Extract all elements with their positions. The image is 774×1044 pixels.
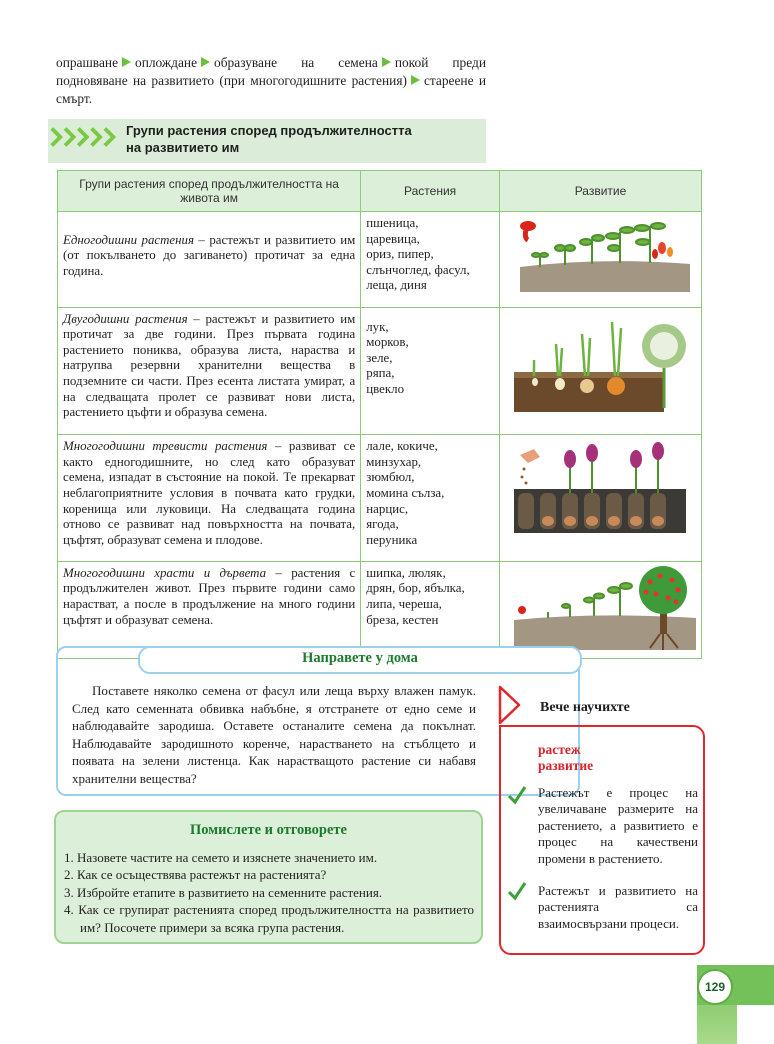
group-description: Двугодишни растения – растежът и развитието им протичат за две години. През първата година растението пониква, образува листа, нараства и натрупва резервни хранителни вещества в подземните си части. През есента листата умират, а на следващата пролет се развиват нови листа, растението цъфти и образува семена. [58,307,361,435]
column-header: Растения [361,171,500,212]
stage-text: образуване на семена [214,55,378,70]
biennial-plant-illustration [499,307,701,435]
home-title-bar [138,646,582,674]
arrow-right-icon [201,57,210,67]
keyword: развитие [538,758,594,773]
table-row [58,212,702,308]
table-row [58,435,702,562]
plant-examples: пшеница, царевица, ориз, пипер, слънчоглед, фасул, леща, диня [361,212,500,308]
plant-groups-table [57,170,702,659]
group-description: Едногодишни растения – растежът и развитието им (от покълването до загиването) протичат за една година. [58,212,361,308]
questions-box [54,810,483,944]
plant-examples: шипка, люляк, дрян, бор, ябълка, липа, череша, бреза, кестен [361,561,500,659]
table-row [58,307,702,435]
plant-examples: лале, кокиче, минзухар, зюмбюл, момина сълза, нарцис, ягода, перуника [361,435,500,562]
column-header: Групи растения според продължителността на живота им [58,171,361,212]
page-number-badge [697,969,733,1005]
home-activity-text: Поставете няколко семена от фасул или леща върху влажен памук. След като семенната обвивка набъбне, я отстранете от едно семе и наблюдавайте зародиша. Оставете останалите семена да покълнат. Наблюдавайте зародишното коренче, нарастването на стъблцето и появата на зелени листенца. Как нарастващото растение си набавя хранителни вещества? [72,683,476,786]
learned-item: Растежът и развитието на растенията са взаимосвързани процеси. [538,883,698,931]
list-item: 4. Как се групират растенията според продължителността на развитието им? Посочете примери за всяка група растения. [64,902,474,935]
chevrons-icon [48,125,120,147]
learned-title: Вече научихте [540,700,630,715]
list-item: 1. Назовете частите на семето и изяснете значението им. [64,850,378,865]
section-heading [48,119,486,163]
plant-examples: лук, морков, зеле, ряпа, цвекло [361,307,500,435]
group-description: Многогодишни храсти и дървета – растения с продължителен живот. През първите години само нарастват, а после в продължение на много години цъфтят и образуват семена. [58,561,361,659]
arrow-right-icon [122,57,131,67]
list-item: 3. Избройте етапите в развитието на семенните растения. [64,884,383,900]
stage-text: покой преди подновяване на развитието (при многогодишните растения) [56,55,486,89]
intro-paragraph [56,54,486,109]
perennial-tree-illustration [499,561,701,659]
page-number: 129 [704,980,726,994]
column-header: Развитие [499,171,701,212]
learned-item: Растежът е процес на увеличаване размерите на растението, а развитието е процес на качествени промени в растението. [538,785,698,866]
group-description: Многогодишни тревисти растения – развиват се както едногодишните, но след като образуват семена, изпадат в състояние на покой. Те прекарват неблагоприятните условия в почвата като грудки, коренища или луковици. На следващата година отново се развиват над повърхността на почвата, цъфтят, образуват семена и плодове. [58,435,361,562]
stage-text: опрашване [56,55,119,70]
table-row [58,561,702,659]
checkmark-icon [507,785,527,805]
annual-plant-illustration [499,212,701,308]
questions-title: Помислете и отговорете [190,822,347,838]
arrow-right-icon [382,57,391,67]
home-activity-title: Направете у дома [302,650,418,666]
section-title: Групи растения според продължителността на развитието им [126,123,412,155]
checkmark-icon [507,881,527,901]
stage-text: стареене и смърт. [56,73,487,107]
arrow-right-icon [411,75,420,85]
stage-text: оплождане [135,55,198,70]
perennial-herb-illustration [499,435,701,562]
learned-box [499,725,705,955]
table-header-row [58,171,702,212]
list-item: 2. Как се осъществява растежът на растенията? [64,867,327,883]
keyword: растеж [538,742,581,757]
questions-list [64,849,474,936]
